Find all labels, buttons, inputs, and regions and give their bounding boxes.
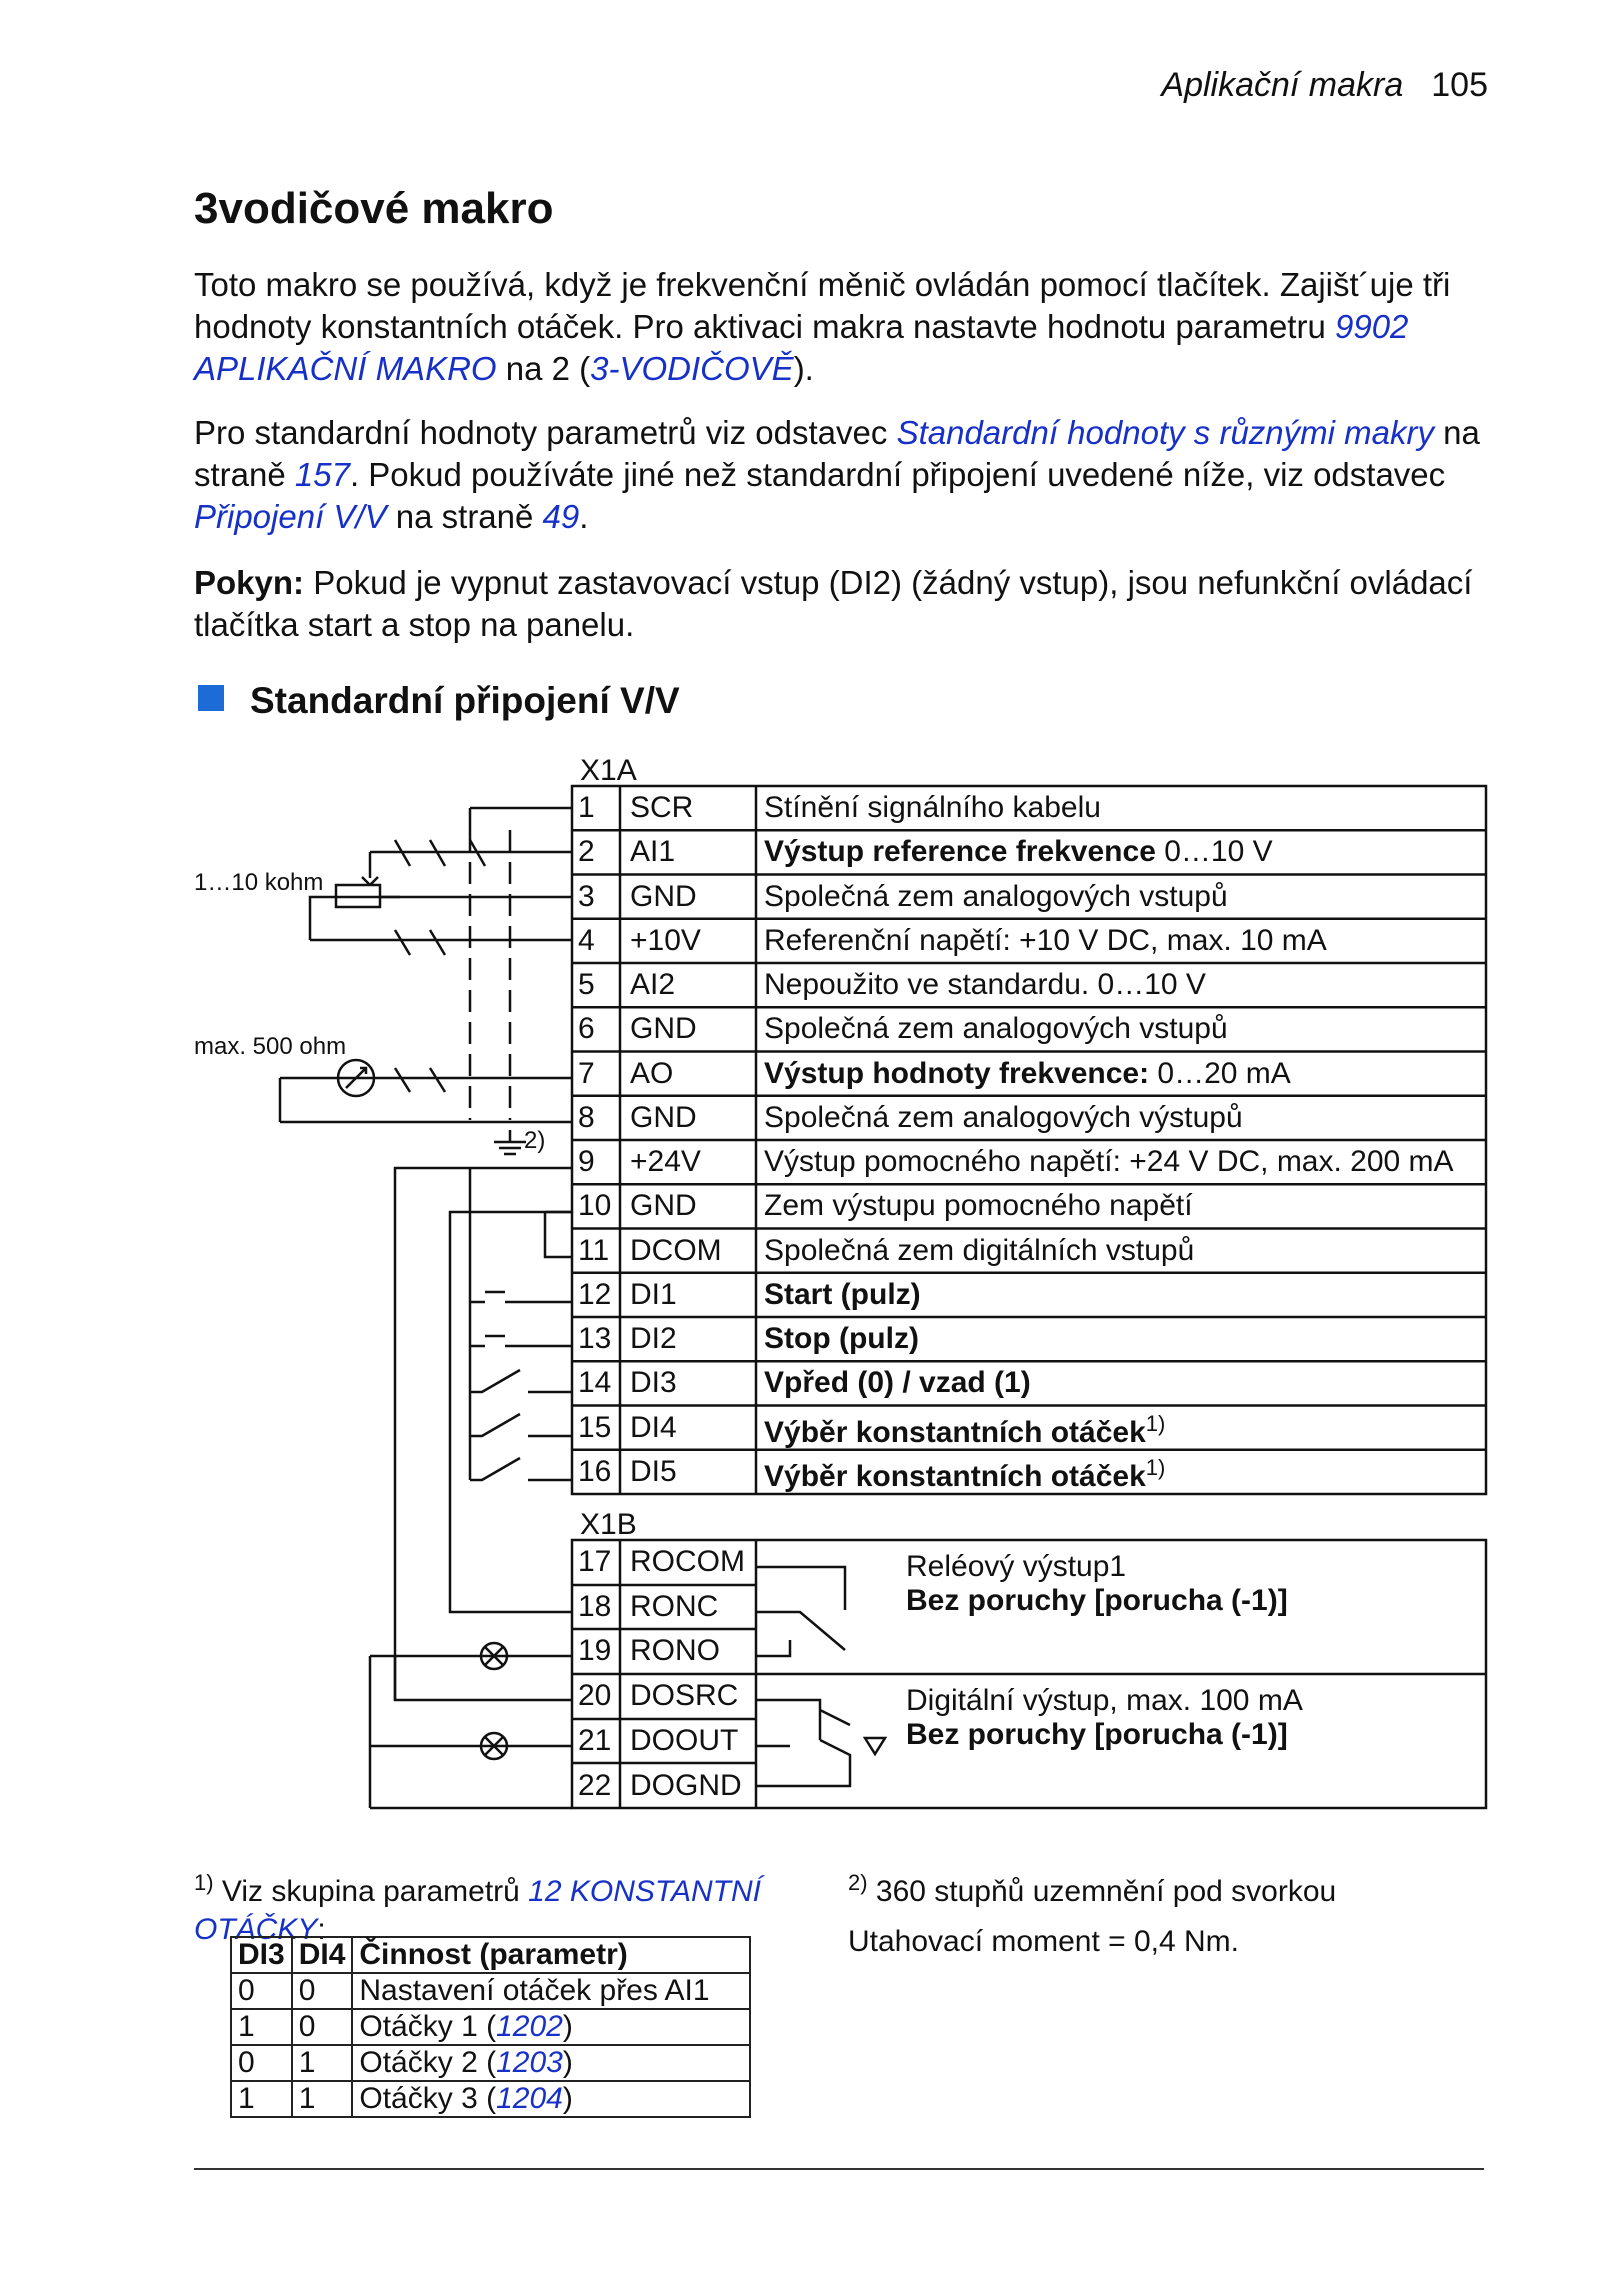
terminal-name: AO — [630, 1056, 674, 1090]
link-standard-values[interactable]: Standardní hodnoty s různými makry — [896, 414, 1434, 451]
terminal-name: DI1 — [630, 1277, 677, 1311]
terminal-description: Společná zem analogových vstupů — [764, 879, 1228, 913]
terminal-description: Společná zem analogových vstupů — [764, 1012, 1228, 1046]
terminal-number: 22 — [578, 1768, 612, 1802]
terminal-number: 20 — [578, 1679, 612, 1713]
terminal-description: Referenční napětí: +10 V DC, max. 10 mA — [764, 923, 1327, 957]
digital-output-description: Digitální výstup, max. 100 mA Bez poruchy [porucha (-1)] — [906, 1684, 1303, 1751]
page-number: 105 — [1431, 66, 1488, 104]
terminal-name: DI2 — [630, 1322, 677, 1355]
meter-label: max. 500 ohm — [194, 1033, 347, 1060]
terminal-name: GND — [630, 1189, 697, 1223]
terminal-description: Výstup reference frekvence 0…10 V — [764, 835, 1273, 869]
terminal-number: 13 — [578, 1322, 612, 1355]
screen-labels — [194, 754, 637, 1541]
terminal-number: 19 — [578, 1634, 612, 1668]
terminal-number: 2 — [578, 835, 595, 869]
terminal-number: 9 — [578, 1145, 595, 1178]
terminal-number: 15 — [578, 1410, 612, 1444]
terminal-name: RONC — [630, 1589, 719, 1623]
terminal-name: GND — [630, 879, 697, 913]
terminal-number: 4 — [578, 923, 595, 957]
parameter-link[interactable]: 1204 — [496, 2082, 563, 2115]
terminal-number: 7 — [578, 1056, 595, 1090]
table-row: 1 0 Otáčky 1 (1202) — [231, 2009, 750, 2045]
terminal-name: DI5 — [630, 1454, 677, 1488]
link-9902[interactable]: 9902 APLIKAČNÍ MAKRO — [194, 308, 1409, 387]
link-page-49[interactable]: 49 — [542, 498, 580, 535]
relay-description: Reléový výstup1 Bez poruchy [porucha (-1)] — [906, 1550, 1288, 1617]
intro-paragraph: Toto makro se používá, když je frekvenční měnič ovládán pomocí tlačítek. Zajišt´uje tři hodnoty konstantních otáček. Pro aktivaci makra nastavte hodnotu parametru 9902 APLIKAČNÍ MAKRO na 2 (3-VODIČOVĚ). — [194, 266, 1451, 387]
terminal-name: DOGND — [630, 1768, 742, 1802]
parameter-link[interactable]: 1202 — [496, 2010, 563, 2043]
link-page-157[interactable]: 157 — [294, 456, 350, 493]
section-heading: Standardní připojení V/V — [198, 680, 680, 722]
terminal-name: GND — [630, 1012, 697, 1046]
terminal-number: 8 — [578, 1100, 595, 1134]
terminal-number: 3 — [578, 879, 595, 913]
footer-rule — [194, 2168, 1484, 2170]
terminal-name: DOSRC — [630, 1679, 739, 1713]
terminal-name: DOOUT — [630, 1723, 739, 1757]
terminal-number: 11 — [578, 1233, 610, 1267]
terminal-name: RONO — [630, 1634, 720, 1668]
terminal-description: Vpřed (0) / vzad (1) — [764, 1366, 1031, 1400]
parameter-link[interactable]: 1203 — [496, 2046, 563, 2079]
link-12-konstantni-otacky[interactable]: 12 KONSTANTNÍ OTÁČKY — [194, 1875, 761, 1946]
terminal-number: 12 — [578, 1277, 612, 1311]
terminal-description: Stop (pulz) — [764, 1322, 919, 1355]
terminal-number: 18 — [578, 1589, 612, 1623]
terminal-number: 16 — [578, 1454, 612, 1488]
terminal-description: Výběr konstantních otáček$^{1)}$ — [764, 1410, 1166, 1449]
terminal-name: +10V — [630, 923, 701, 957]
terminal-name: DI3 — [630, 1366, 677, 1400]
table-row: 1 1 Otáčky 3 (1204) — [231, 2081, 750, 2117]
terminal-name: DI4 — [630, 1410, 677, 1444]
terminal-name: AI2 — [630, 968, 676, 1001]
terminal-number: 5 — [578, 968, 595, 1001]
note-label: Pokyn: — [194, 564, 305, 601]
defaults-paragraph: Pro standardní hodnoty parametrů viz odstavec Standardní hodnoty s různými makry na straně 157. Pokud používáte jiné než standardní připojení uvedené níže, viz odstavec Připojení V/V na straně 49. — [194, 414, 1480, 535]
terminal-description: Výstup hodnoty frekvence: 0…20 mA — [764, 1056, 1291, 1090]
terminal-description: Společná zem analogových výstupů — [764, 1100, 1243, 1134]
terminal-name: ROCOM — [630, 1545, 745, 1578]
terminal-name: AI1 — [630, 835, 676, 869]
terminal-description: Start (pulz) — [764, 1277, 921, 1311]
table-row: 0 0 Nastavení otáček přes AI1 — [231, 1973, 750, 2009]
terminal-number: 21 — [578, 1723, 612, 1757]
terminal-number: 6 — [578, 1012, 595, 1046]
terminal-name: DCOM — [630, 1233, 722, 1267]
terminal-description: Výběr konstantních otáček$^{1)}$ — [764, 1454, 1166, 1493]
terminal-number: 10 — [578, 1189, 612, 1223]
terminal-description: Výstup pomocného napětí: +24 V DC, max. 200 mA — [764, 1145, 1454, 1178]
terminal-name: GND — [630, 1100, 697, 1134]
terminal-name: SCR — [630, 791, 694, 824]
terminal-description: Stínění signálního kabelu — [764, 791, 1101, 824]
terminal-description: Společná zem digitálních vstupů — [764, 1233, 1195, 1267]
header-section: Aplikační makra — [1161, 66, 1404, 104]
footnote-2: $^{2)}$ 360 stupňů uzemnění pod svorkou Utahovací moment = 0,4 Nm. — [848, 1870, 1337, 1958]
terminal-number: 14 — [578, 1366, 612, 1400]
footnote-1: $^{1)}$ Viz skupina parametrů 12 KONSTANTNÍ OTÁČKY: — [194, 1870, 761, 1946]
link-io-connection[interactable]: Připojení V/V — [194, 498, 387, 535]
note-paragraph: Pokyn: Pokud je vypnut zastavovací vstup (DI2) (žádný vstup), jsou nefunkční ovládací tlačítka start a stop na panelu. — [194, 564, 1473, 643]
x1a-label: X1A — [580, 754, 637, 787]
constant-speed-table: DI3 DI4 Činnost (parametr) 0 0 Nastavení otáček přes AI1 1 0 Otáčky 1 (1202) 0 1 Otáčky 2 (1203) 1 1 Otáčky 3 (1204) — [230, 1936, 751, 2118]
ground-note: 2) — [524, 1127, 546, 1154]
terminal-number: 1 — [578, 791, 595, 824]
terminal-description: Zem výstupu pomocného napětí — [764, 1189, 1193, 1223]
page-title: 3vodičové makro — [194, 184, 554, 233]
terminal-name: +24V — [630, 1145, 701, 1178]
x1b-label: X1B — [580, 1508, 637, 1541]
table-row: 0 1 Otáčky 2 (1203) — [231, 2045, 750, 2081]
terminal-number: 17 — [578, 1545, 612, 1578]
link-3-vodicove[interactable]: 3-VODIČOVĚ — [590, 350, 794, 387]
potentiometer-label: 1…10 kohm — [194, 869, 324, 896]
terminal-description: Nepoužito ve standardu. 0…10 V — [764, 968, 1206, 1001]
